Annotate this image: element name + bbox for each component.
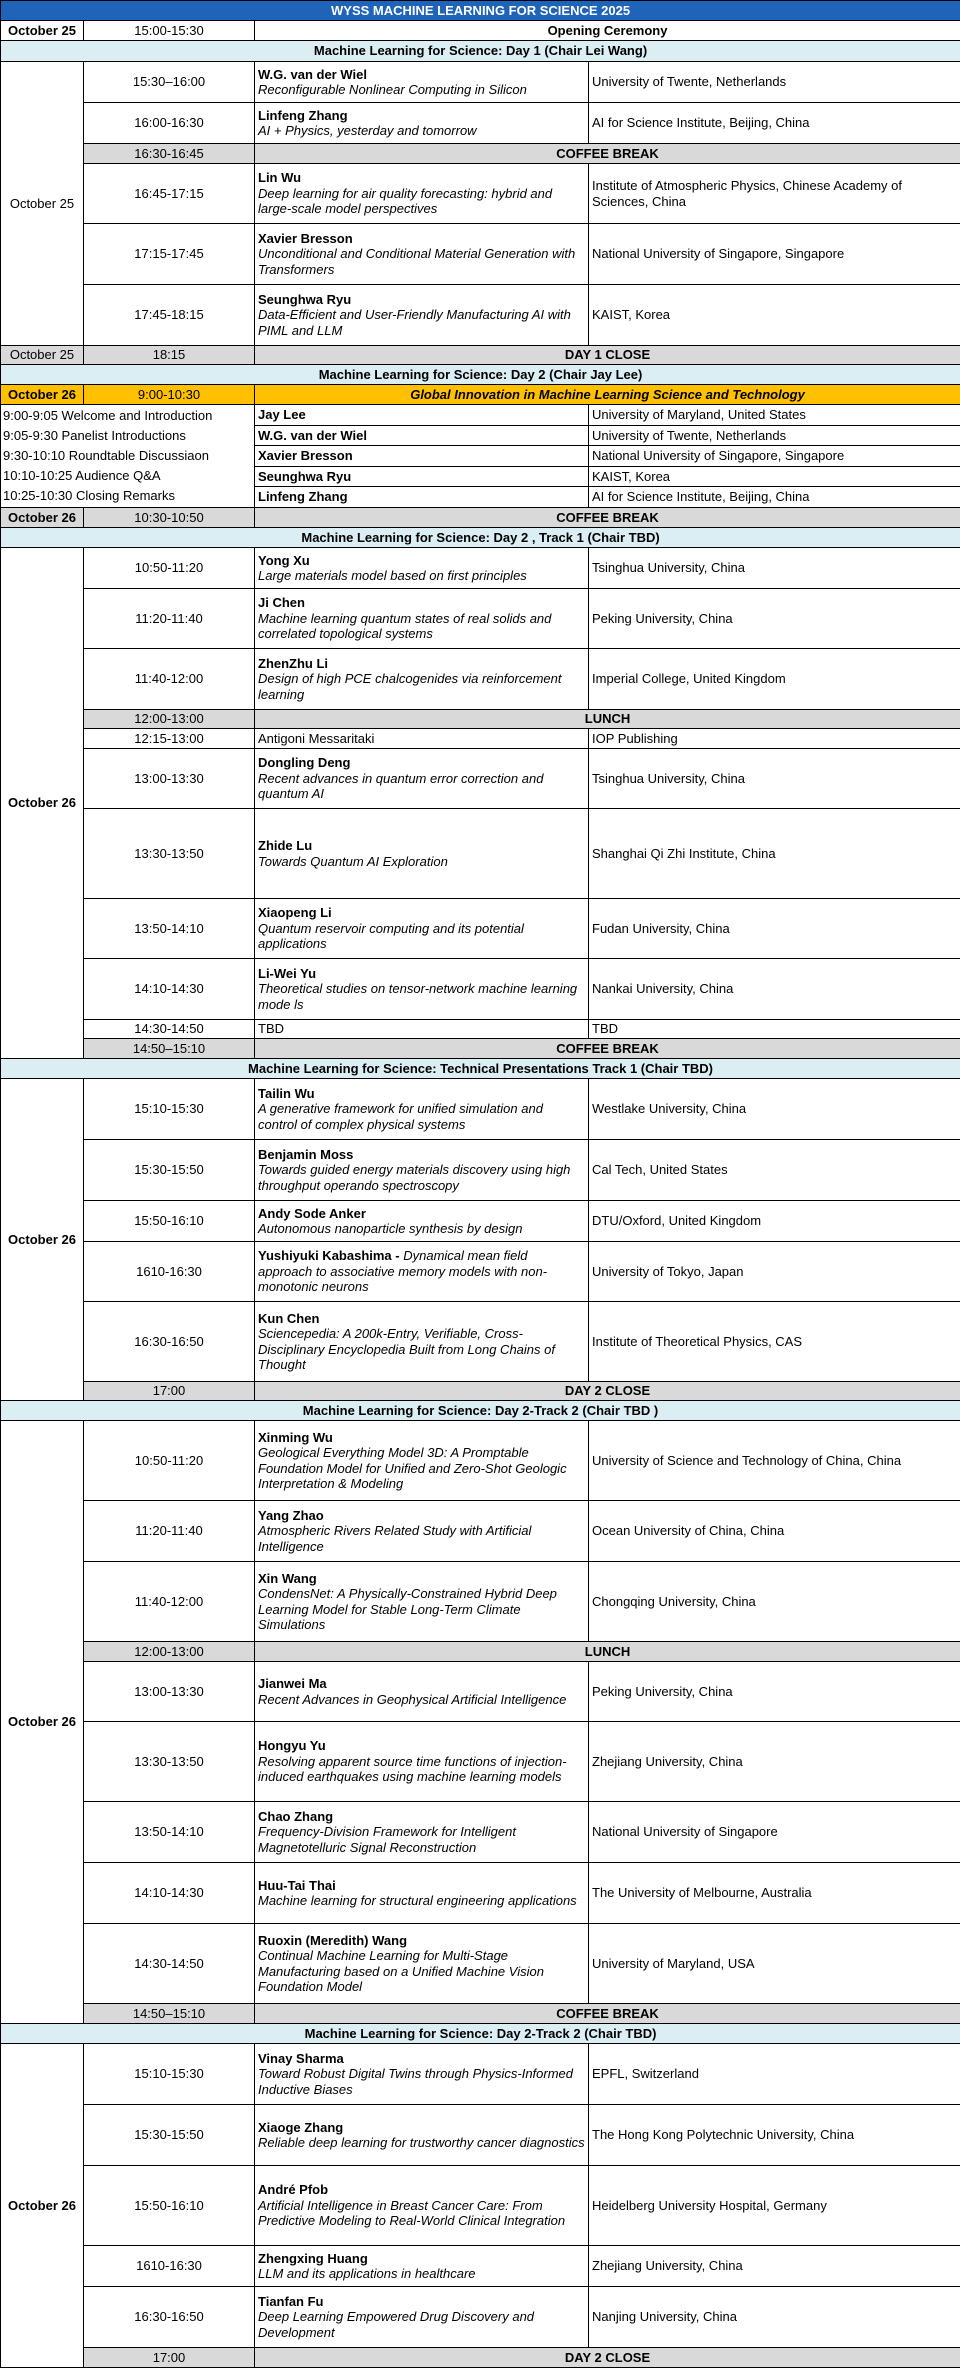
affiliation-cell: Zhejiang University, China xyxy=(589,2246,960,2287)
talk-title: Quantum reservoir computing and its potential applications xyxy=(258,920,524,952)
speaker-name: Benjamin Moss xyxy=(258,1146,354,1162)
close-label: DAY 1 CLOSE xyxy=(255,346,960,365)
time-cell: 17:00 xyxy=(84,2348,255,2368)
affiliation-cell: Nankai University, China xyxy=(589,959,960,1020)
affiliation-cell: Imperial College, United Kingdom xyxy=(589,649,960,710)
speaker-name: Li-Wei Yu xyxy=(258,965,317,981)
close-row xyxy=(1,2348,960,2368)
talk-cell xyxy=(255,548,589,589)
time-cell: 1610-16:30 xyxy=(84,2246,255,2287)
panel-row xyxy=(1,405,960,426)
talk-title: Reliable deep learning for trustworthy cancer diagnostics xyxy=(258,2135,585,2150)
speaker-name: Xin Wang xyxy=(258,1570,317,1586)
time-cell: 17:45-18:15 xyxy=(84,285,255,346)
close-row xyxy=(1,346,960,365)
time-cell: 14:50‒15:10 xyxy=(84,1039,255,1059)
affiliation-cell: Westlake University, China xyxy=(589,1079,960,1140)
affiliation-cell: Ocean University of China, China xyxy=(589,1501,960,1562)
affiliation-cell: Peking University, China xyxy=(589,589,960,649)
speaker-name: Ji Chen xyxy=(258,595,305,611)
speaker-name: Xiaopeng Li xyxy=(258,905,332,921)
break-label: LUNCH xyxy=(255,710,960,729)
time-cell: 14:10-14:30 xyxy=(84,959,255,1020)
talk-cell xyxy=(255,103,589,144)
time-cell: 16:00-16:30 xyxy=(84,103,255,144)
talk-row xyxy=(1,1802,960,1863)
affiliation-cell: Chongqing University, China xyxy=(589,1562,960,1642)
talk-row xyxy=(1,1863,960,1924)
affiliation-cell: University of Maryland, United States xyxy=(589,405,960,426)
panel-title: Global Innovation in Machine Learning Science and Technology xyxy=(255,385,960,405)
time-cell: 13:00-13:30 xyxy=(84,1662,255,1722)
time-cell: 12:15-13:00 xyxy=(84,729,255,749)
speaker-name: Linfeng Zhang xyxy=(258,107,348,123)
talk-title: Machine learning for structural engineering applications xyxy=(258,1893,577,1908)
talk-title: Theoretical studies on tensor-network machine learning mode ls xyxy=(258,981,578,1012)
talk-cell xyxy=(255,1662,589,1722)
affiliation-cell: National University of Singapore xyxy=(589,1802,960,1863)
talk-row xyxy=(1,1242,960,1302)
talk-row xyxy=(1,749,960,809)
speaker-name: Yang Zhao xyxy=(258,1507,324,1523)
talk-cell xyxy=(255,1242,589,1302)
affiliation-cell: Fudan University, China xyxy=(589,899,960,959)
program-item: 9:30-10:10 Roundtable Discussiaon xyxy=(3,448,209,463)
talk-row xyxy=(1,548,960,589)
time-cell: 15:10-15:30 xyxy=(84,1079,255,1140)
break-label: COFFEE BREAK xyxy=(255,144,960,164)
talk-cell xyxy=(255,959,589,1020)
talk-row xyxy=(1,589,960,649)
talk-row xyxy=(1,809,960,899)
affiliation-cell: Heidelberg University Hospital, Germany xyxy=(589,2166,960,2246)
date-cell: October 26 xyxy=(1,1079,84,1401)
talk-row xyxy=(1,164,960,224)
time-cell: 17:15-17:45 xyxy=(84,224,255,285)
talk-row xyxy=(1,729,960,749)
section-heading: Machine Learning for Science: Day 2 (Chair Jay Lee) xyxy=(1,365,960,385)
speaker-name: Ruoxin (Meredith) Wang xyxy=(258,1932,408,1948)
date-cell: October 26 xyxy=(1,508,84,528)
affiliation-cell: TBD xyxy=(589,1020,960,1039)
time-cell: 11:20-11:40 xyxy=(84,589,255,649)
speaker-name: Hongyu Yu xyxy=(258,1738,326,1754)
talk-title: Dynamical mean field approach to associative memory models with non-monotonic neurons xyxy=(258,1248,548,1295)
panelist-name: Jay Lee xyxy=(255,405,589,426)
talk-cell xyxy=(255,2105,589,2166)
talk-title: Towards guided energy materials discovery using high throughput operando spectroscopy xyxy=(258,1162,571,1193)
talk-cell xyxy=(255,2166,589,2246)
talk-row xyxy=(1,1302,960,1382)
talk-cell xyxy=(255,809,589,899)
talk-row xyxy=(1,2166,960,2246)
talk-cell xyxy=(255,1079,589,1140)
section-heading-row xyxy=(1,528,960,548)
time-cell: 18:15 xyxy=(84,346,255,365)
speaker-name: Xavier Bresson xyxy=(258,230,353,246)
speaker-plain: Antigoni Messaritaki xyxy=(255,729,589,749)
break-label: LUNCH xyxy=(255,1642,960,1662)
talk-cell xyxy=(255,224,589,285)
talk-title: Continual Machine Learning for Multi-Stage Manufacturing based on a Unified Machine Vision Foundation Model xyxy=(258,1948,544,1994)
talk-cell xyxy=(255,1802,589,1863)
talk-row xyxy=(1,1924,960,2004)
talk-cell xyxy=(255,1140,589,1201)
talk-cell xyxy=(255,285,589,346)
time-cell: 15:10-15:30 xyxy=(84,2044,255,2105)
talk-cell xyxy=(255,1421,589,1501)
break-row xyxy=(1,144,960,164)
time-cell: 16:30-16:50 xyxy=(84,2287,255,2348)
time-cell: 14:10-14:30 xyxy=(84,1863,255,1924)
talk-title: Autonomous nanoparticle synthesis by design xyxy=(258,1221,523,1236)
affiliation-cell: KAIST, Korea xyxy=(589,285,960,346)
time-cell: 11:20-11:40 xyxy=(84,1501,255,1562)
time-cell: 11:40-12:00 xyxy=(84,1562,255,1642)
panelist-name: Xavier Bresson xyxy=(255,446,589,467)
talk-title: Geological Everything Model 3D: A Promptable Foundation Model for Unified and Zero-Shot Geologic Interpretation & Modeling xyxy=(258,1445,567,1491)
talk-cell xyxy=(255,1302,589,1382)
talk-cell xyxy=(255,1863,589,1924)
affiliation-cell: The University of Melbourne, Australia xyxy=(589,1863,960,1924)
affiliation-cell: The Hong Kong Polytechnic University, China xyxy=(589,2105,960,2166)
talk-row xyxy=(1,1662,960,1722)
talk-row xyxy=(1,2105,960,2166)
talk-title: Recent advances in quantum error correction and quantum AI xyxy=(258,770,544,802)
section-heading-row xyxy=(1,2024,960,2044)
date-cell: October 26 xyxy=(1,1421,84,2024)
time-cell: 12:00-13:00 xyxy=(84,1642,255,1662)
speaker-name: André Pfob xyxy=(258,2182,329,2198)
talk-cell xyxy=(255,649,589,710)
talk-title: Recent Advances in Geophysical Artificial Intelligence xyxy=(258,1691,567,1707)
date-cell: October 25 xyxy=(1,21,84,41)
talk-title: Toward Robust Digital Twins through Physics-Informed Inductive Biases xyxy=(258,2066,574,2097)
talk-row xyxy=(1,2044,960,2105)
talk-row xyxy=(1,62,960,103)
time-cell: 15:30-15:50 xyxy=(84,2105,255,2166)
date-cell: October 26 xyxy=(1,385,84,405)
time-cell: 13:30-13:50 xyxy=(84,1722,255,1802)
talk-cell xyxy=(255,749,589,809)
talk-cell xyxy=(255,164,589,224)
affiliation-cell: Nanjing University, China xyxy=(589,2287,960,2348)
talk-title: LLM and its applications in healthcare xyxy=(258,2266,476,2281)
section-heading-row xyxy=(1,41,960,62)
break-row xyxy=(1,1039,960,1059)
affiliation-cell: AI for Science Institute, Beijing, China xyxy=(589,103,960,144)
affiliation-cell: Cal Tech, United States xyxy=(589,1140,960,1201)
affiliation-cell: Tsinghua University, China xyxy=(589,548,960,589)
time-cell: 16:45-17:15 xyxy=(84,164,255,224)
talk-cell xyxy=(255,1201,589,1242)
time-cell: 15:50-16:10 xyxy=(84,1201,255,1242)
affiliation-cell: University of Science and Technology of China, China xyxy=(589,1421,960,1501)
talk-title: Frequency-Division Framework for Intelligent Magnetotelluric Signal Reconstruction xyxy=(258,1824,516,1855)
talk-row xyxy=(1,649,960,710)
speaker-name: Zhengxing Huang xyxy=(258,2250,368,2266)
time-cell: 15:50-16:10 xyxy=(84,2166,255,2246)
section-heading-row xyxy=(1,365,960,385)
talk-title: Resolving apparent source time functions of injection-induced earthquakes using machine learning models xyxy=(258,1753,567,1785)
break-row xyxy=(1,1642,960,1662)
affiliation-cell: Institute of Theoretical Physics, CAS xyxy=(589,1302,960,1382)
program-item: 10:10-10:25 Audience Q&A xyxy=(3,468,161,483)
time-cell: 10:30-10:50 xyxy=(84,508,255,528)
talk-row xyxy=(1,1020,960,1039)
time-cell: 15:30–16:00 xyxy=(84,62,255,103)
break-row xyxy=(1,2004,960,2024)
title-row xyxy=(1,1,960,21)
talk-row xyxy=(1,2287,960,2348)
speaker-name: Huu-Tai Thai xyxy=(258,1877,336,1893)
affiliation-cell: University of Twente, Netherlands xyxy=(589,62,960,103)
speaker-name: Xiaoge Zhang xyxy=(258,2119,344,2135)
speaker-name: Kun Chen xyxy=(258,1310,320,1326)
talk-cell xyxy=(255,899,589,959)
date-cell: October 25 xyxy=(1,62,84,346)
time-cell: 11:40-12:00 xyxy=(84,649,255,710)
time-cell: 1610-16:30 xyxy=(84,1242,255,1302)
talk-cell xyxy=(255,1501,589,1562)
affiliation-cell: Institute of Atmospheric Physics, Chinese Academy of Sciences, China xyxy=(589,164,960,224)
close-row xyxy=(1,1382,960,1401)
speaker-plain: TBD xyxy=(255,1020,589,1039)
section-heading-row xyxy=(1,1059,960,1079)
affiliation-cell: Tsinghua University, China xyxy=(589,749,960,809)
speaker-name: Xinming Wu xyxy=(258,1429,333,1445)
program-item: 9:00-9:05 Welcome and Introduction xyxy=(3,408,213,423)
talk-row xyxy=(1,1079,960,1140)
time-cell: 14:30-14:50 xyxy=(84,1924,255,2004)
speaker-name: ZhenZhu Li xyxy=(258,655,329,671)
speaker-name: Vinay Sharma xyxy=(258,2050,344,2066)
talk-title: Design of high PCE chalcogenides via reinforcement learning xyxy=(258,671,562,702)
time-cell: 14:30-14:50 xyxy=(84,1020,255,1039)
time-cell: 16:30-16:50 xyxy=(84,1302,255,1382)
affiliation-cell: Peking University, China xyxy=(589,1662,960,1722)
talk-cell xyxy=(255,2246,589,2287)
section-heading-row xyxy=(1,1401,960,1421)
time-cell: 10:50-11:20 xyxy=(84,1421,255,1501)
date-cell: October 26 xyxy=(1,2044,84,2368)
time-cell: 13:50-14:10 xyxy=(84,899,255,959)
panel-header-row xyxy=(1,385,960,405)
talk-row xyxy=(1,1722,960,1802)
time-cell: 17:00 xyxy=(84,1382,255,1401)
affiliation-cell: National University of Singapore, Singapore xyxy=(589,224,960,285)
panelist-name: Linfeng Zhang xyxy=(255,487,589,508)
talk-title: Machine learning quantum states of real solids and correlated topological systems xyxy=(258,610,552,642)
time-cell: 10:50-11:20 xyxy=(84,548,255,589)
opening-row xyxy=(1,21,960,41)
affiliation-cell: University of Tokyo, Japan xyxy=(589,1242,960,1302)
talk-title: Deep learning for air quality forecasting: hybrid and large-scale model perspectives xyxy=(258,185,553,217)
break-row xyxy=(1,710,960,729)
speaker-name: Jianwei Ma xyxy=(258,1676,327,1691)
panelist-name: Seunghwa Ryu xyxy=(255,466,589,487)
affiliation-cell: KAIST, Korea xyxy=(589,466,960,487)
talk-title: Atmospheric Rivers Related Study with Artificial Intelligence xyxy=(258,1523,532,1554)
affiliation-cell: Zhejiang University, China xyxy=(589,1722,960,1802)
affiliation-cell: National University of Singapore, Singapore xyxy=(589,446,960,467)
time-cell: 16:30-16:45 xyxy=(84,144,255,164)
time-cell: 12:00-13:00 xyxy=(84,710,255,729)
talk-row xyxy=(1,1201,960,1242)
time-cell: 13:00-13:30 xyxy=(84,749,255,809)
talk-cell xyxy=(255,589,589,649)
break-label: COFFEE BREAK xyxy=(255,508,960,528)
panel-program xyxy=(1,405,255,508)
talk-cell xyxy=(255,1722,589,1802)
speaker-name: Lin Wu xyxy=(258,170,302,186)
affiliation-cell: IOP Publishing xyxy=(589,729,960,749)
talk-title: Towards Quantum AI Exploration xyxy=(258,853,448,869)
affiliation-cell: University of Maryland, USA xyxy=(589,1924,960,2004)
break-label: COFFEE BREAK xyxy=(255,1039,960,1059)
break-label: COFFEE BREAK xyxy=(255,2004,960,2024)
section-heading: Machine Learning for Science: Day 1 (Chair Lei Wang) xyxy=(1,41,960,62)
speaker-name: Tailin Wu xyxy=(258,1085,315,1101)
speaker-name: Andy Sode Anker xyxy=(258,1205,366,1221)
talk-row xyxy=(1,285,960,346)
talk-row xyxy=(1,103,960,144)
talk-title: Deep Learning Empowered Drug Discovery and Development xyxy=(258,2309,535,2340)
time-cell: 13:50-14:10 xyxy=(84,1802,255,1863)
affiliation-cell: DTU/Oxford, United Kingdom xyxy=(589,1201,960,1242)
section-heading: Machine Learning for Science: Day 2-Track 2 (Chair TBD) xyxy=(1,2024,960,2044)
program-item: 9:05-9:30 Panelist Introductions xyxy=(3,428,186,443)
talk-title: Artificial Intelligence in Breast Cancer Care: From Predictive Modeling to Real-World Clinical Integration xyxy=(258,2197,566,2229)
speaker-name: Chao Zhang xyxy=(258,1808,334,1824)
talk-title: Unconditional and Conditional Material Generation with Transformers xyxy=(258,246,576,277)
talk-cell xyxy=(255,2287,589,2348)
date-cell: October 25 xyxy=(1,346,84,365)
speaker-name: Yong Xu xyxy=(258,552,310,568)
talk-row xyxy=(1,1562,960,1642)
talk-row xyxy=(1,1421,960,1501)
talk-title: Large materials model based on first principles xyxy=(258,568,527,583)
affiliation-cell: AI for Science Institute, Beijing, China xyxy=(589,487,960,508)
affiliation-cell: EPFL, Switzerland xyxy=(589,2044,960,2105)
speaker-name: Yushiyuki Kabashima - xyxy=(258,1248,400,1264)
talk-row xyxy=(1,1501,960,1562)
talk-title: Reconfigurable Nonlinear Computing in Silicon xyxy=(258,82,527,97)
talk-title: CondensNet: A Physically-Constrained Hybrid Deep Learning Model for Stable Long-Term Climate Simulations xyxy=(258,1586,557,1632)
page-title: WYSS MACHINE LEARNING FOR SCIENCE 2025 xyxy=(1,1,960,21)
talk-title: Data-Efficient and User-Friendly Manufacturing AI with PIML and LLM xyxy=(258,307,571,338)
affiliation-cell: University of Twente, Netherlands xyxy=(589,425,960,446)
speaker-name: Zhide Lu xyxy=(258,838,313,853)
close-label: DAY 2 CLOSE xyxy=(255,1382,960,1401)
time-cell: 9:00-10:30 xyxy=(84,385,255,405)
talk-row xyxy=(1,959,960,1020)
time-cell: 13:30-13:50 xyxy=(84,809,255,899)
affiliation-cell: Shanghai Qi Zhi Institute, China xyxy=(589,809,960,899)
talk-row xyxy=(1,899,960,959)
close-label: DAY 2 CLOSE xyxy=(255,2348,960,2368)
talk-cell xyxy=(255,2044,589,2105)
talk-cell xyxy=(255,62,589,103)
time-cell: 15:30-15:50 xyxy=(84,1140,255,1201)
section-heading: Machine Learning for Science: Day 2-Track 2 (Chair TBD ) xyxy=(1,1401,960,1421)
section-heading: Machine Learning for Science: Day 2 , Track 1 (Chair TBD) xyxy=(1,528,960,548)
time-cell: 15:00-15:30 xyxy=(84,21,255,41)
opening-label: Opening Ceremony xyxy=(255,21,960,41)
date-cell: October 26 xyxy=(1,548,84,1059)
speaker-name: Dongling Deng xyxy=(258,755,351,771)
program-item: 10:25-10:30 Closing Remarks xyxy=(3,488,175,503)
speaker-name: Seunghwa Ryu xyxy=(258,291,352,307)
talk-cell xyxy=(255,1924,589,2004)
talk-row xyxy=(1,1140,960,1201)
time-cell: 14:50‒15:10 xyxy=(84,2004,255,2024)
speaker-name: Tianfan Fu xyxy=(258,2293,324,2309)
talk-row xyxy=(1,2246,960,2287)
section-heading: Machine Learning for Science: Technical Presentations Track 1 (Chair TBD) xyxy=(1,1059,960,1079)
talk-row xyxy=(1,224,960,285)
break-row xyxy=(1,508,960,528)
panelist-name: W.G. van der Wiel xyxy=(255,425,589,446)
talk-cell xyxy=(255,1562,589,1642)
speaker-name: W.G. van der Wiel xyxy=(258,66,367,82)
talk-title: Sciencepedia: A 200k-Entry, Verifiable, Cross-Disciplinary Encyclopedia Built from Long Chains of Thought xyxy=(258,1326,555,1372)
talk-title: AI + Physics, yesterday and tomorrow xyxy=(258,123,477,138)
talk-title: A generative framework for unified simulation and control of complex physical systems xyxy=(258,1101,543,1132)
